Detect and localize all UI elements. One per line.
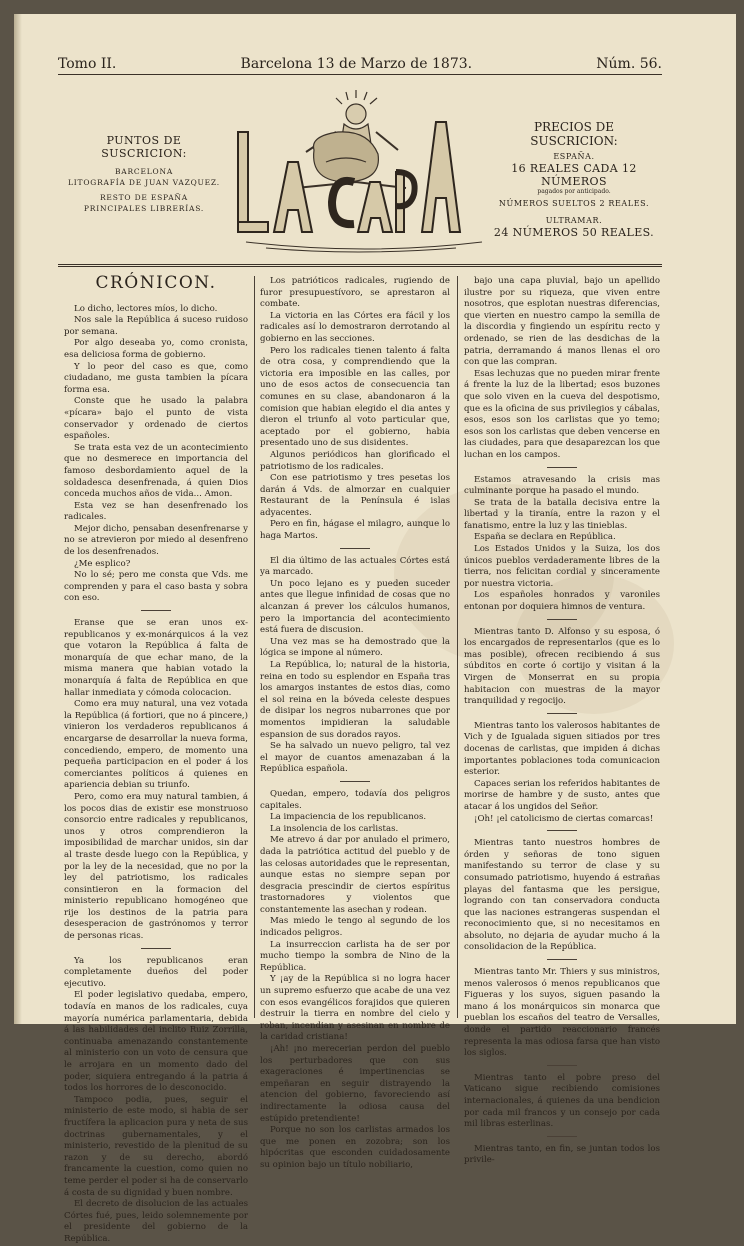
paragraph: Pero en fin, hágase el milagro, aunque lo haga Martos. bbox=[260, 519, 450, 542]
puntos-line: BARCELONA bbox=[114, 167, 174, 176]
puntos-line: LITOGRAFÍA DE JUAN VAZQUEZ. bbox=[68, 178, 220, 187]
precios-title: PRECIOS DE SUSCRICION: bbox=[530, 120, 618, 148]
paragraph: La insurreccion carlista ha de ser por mucho tiempo la sombra de Nino de la República. bbox=[260, 939, 450, 973]
paragraph: Una vez mas se ha demostrado que la lógica se impone al número. bbox=[260, 636, 450, 659]
article-column-2 bbox=[260, 276, 450, 1170]
paragraph: Nos sale la República á suceso ruidoso por semana. bbox=[64, 315, 248, 337]
precios-pagados: pagados por anticipado. bbox=[537, 188, 611, 195]
newspaper-page bbox=[14, 14, 736, 1244]
paragraph: bajo una capa pluvial, bajo un apellido ilustre por su riqueza, que viven entre nosotros, que esplotan nuestras diferencias, que vierten en nuestro campo la semilla de la discordia y fingiendo un espíritu recto y ordenado, se rien de las desdichas de la patria, derramando á manos llenas el oro con que las compran. bbox=[464, 276, 660, 368]
paragraph: Mejor dicho, pensaban desenfrenarse y no se atrevieron por miedo al desenfreno de los desenfrenados. bbox=[64, 523, 248, 558]
paragraph: Esas lechuzas que no pueden mirar frente á frente la luz de la libertad; esos buzones que solo viven en la cueva del despotismo, que es la oficina de sus privilegios y cábalas, esos, esos son los carlistas que yo temo; esos son los carlistas que deben vencerse en las ciudades, para que desaparezcan los que luchan en los campos. bbox=[464, 368, 660, 460]
paragraph: Conste que he usado la palabra «pícara» bajo el punto de vista conservador y ordenado de ciertos españoles. bbox=[64, 396, 248, 442]
paragraph: Algunos periódicos han glorificado el patriotismo de los radicales. bbox=[260, 449, 450, 472]
paragraph: La insolencia de los carlistas. bbox=[270, 823, 399, 834]
section-separator bbox=[141, 948, 171, 949]
paragraph: Mientras tanto Mr. Thiers y sus ministros, menos valerosos ó menos republicanos que Figueras y los suyos, siguen pasando la mano á los monárquicos sin monarca que pueblan los escaños del teatro de Versalles, donde el partido reaccionario francés representa la mas odiosa farsa que han visto los siglos. bbox=[464, 967, 660, 1059]
section-separator bbox=[141, 610, 171, 611]
section-separator bbox=[547, 1065, 577, 1066]
column-divider bbox=[457, 276, 458, 1018]
section-separator bbox=[547, 467, 577, 468]
puntos-de-suscricion bbox=[64, 134, 224, 214]
paragraph: Quedan, empero, todavía dos peligros capitales. bbox=[260, 788, 450, 811]
paragraph: Ya los republicanos eran completamente dueños del poder ejecutivo. bbox=[64, 955, 248, 989]
article-column-1 bbox=[64, 273, 248, 1244]
paragraph: Y lo peor del caso es que, como ciudadano, me gusta tambien la pícara forma esa. bbox=[64, 361, 248, 395]
paragraph: ¿Me esplico? bbox=[74, 558, 131, 569]
paragraph: Pero los radicales tienen talento á falta de otra cosa, y comprendiendo que la victoria era imposible en las calles, por uno de esos actos de consecuencia tan comunes en su clase, abandonaron á la comision que habian elegido el dia antes y dieron el triunfo al voto particular que, aceptado por el gobierno, habia presentado uno de sus disidentes. bbox=[260, 345, 450, 449]
section-separator bbox=[547, 830, 577, 831]
paragraph: Porque no son los carlistas armados los que me ponen en zozobra; son los hipócritas que esconden cuidadosamente su opinion bajo un título nobiliario, bbox=[260, 1125, 450, 1170]
paragraph: Un poco lejano es y pueden suceder antes que llegue infinidad de cosas que no alcanzan á prever los cálculos humanos, pero la importancia del acontecimiento está fuera de discusion. bbox=[260, 578, 450, 636]
precios-ultramar-precio: 24 NÚMEROS 50 REALES. bbox=[493, 226, 655, 239]
puntos-line: RESTO DE ESPAÑA bbox=[99, 193, 189, 202]
paragraph: La victoria en las Córtes era fácil y los radicales así lo demostraron derrotando al gobierno en las secciones. bbox=[260, 310, 450, 344]
paragraph: España se declara en República. bbox=[474, 532, 616, 543]
dateline: Barcelona 13 de Marzo de 1873. bbox=[240, 56, 473, 72]
paragraph: Pero, como era muy natural tambien, á los pocos dias de existir ese monstruoso consorcio entre radicales y republicanos, unos y otros comprendieron la imposibilidad de marchar unidos, sin dar al traste desde luego con la República, y por la ley de la necesidad, que no por la ley del patriotismo, los radicales consintieron en la formacion del ministerio republicano homogéneo que rije los destinos de la patria para desesperacion de gastrónomos y terror de personas ricas. bbox=[64, 791, 248, 942]
column-3-text bbox=[464, 276, 660, 1167]
la-campana-logo bbox=[236, 92, 486, 256]
paragraph: Mientras tanto los valerosos habitantes de Vich y de Igualada siguen sitiados por tres docenas de carlistas, que impiden á dichas importantes poblaciones toda comunicacion esterior. bbox=[464, 720, 660, 778]
paragraph: Estamos atravesando la crisis mas culminante porque ha pasado el mundo. bbox=[464, 474, 660, 497]
paragraph: Los Estados Unidos y la Suiza, los dos únicos pueblos verdaderamente libres de la tierra, nos felicitan cordial y sinceramente por nuestra victoria. bbox=[464, 544, 660, 589]
article-title: CRÓNICON. bbox=[95, 273, 217, 293]
paragraph: Mas miedo le tengo al segundo de los indicados peligros. bbox=[260, 916, 450, 939]
paragraph: Capaces serian los referidos habitantes de morirse de hambre y de susto, antes que atacar á los ungidos del Señor. bbox=[464, 778, 660, 812]
masthead-info-bar bbox=[58, 54, 662, 74]
paragraph: Mientras tanto el pobre preso del Vaticano sigue recibiendo comisiones internacionales, á quienes da una bendicion por cada mil francos y un consejo por cada mil libras esterlinas. bbox=[464, 1072, 660, 1130]
precios-sueltos: NÚMEROS SUELTOS 2 REALES. bbox=[498, 199, 650, 208]
paragraph: ¡Ah! ¡no merecerian perdon del pueblo los perturbadores que con sus exageraciones é impertinencias se empeñaran en seguir distrayendo la atencion del gobierno, favoreciendo así indirectamente la odiosa causa del estúpido pretendiente! bbox=[260, 1044, 450, 1124]
paragraph: Los patrióticos radicales, rugiendo de furor presupuestívoro, se aprestaron al combate. bbox=[260, 276, 450, 310]
precios-cada: 16 REALES CADA 12 NÚMEROS bbox=[511, 162, 637, 188]
paragraph: Por algo deseaba yo, como cronista, esa deliciosa forma de gobierno. bbox=[64, 338, 248, 360]
paragraph: La República, lo; natural de la historia, reina en todo su esplendor en España tras los amargos instantes de estos dias, como el sol reina en la bóveda celeste despues de disipar los negros nubarrones que por momentos impidieran la saludable espansion de sus dorados rayos. bbox=[260, 660, 450, 740]
section-separator bbox=[547, 619, 577, 620]
paragraph: Se ha salvado un nuevo peligro, tal vez el mayor de cuantos amenazaban á la República española. bbox=[260, 741, 450, 775]
puntos-line: PRINCIPALES LIBRERÍAS. bbox=[83, 204, 205, 213]
header-double-rule bbox=[58, 264, 662, 267]
issue-number: Núm. 56. bbox=[596, 56, 662, 72]
paragraph: Mientras tanto nuestros hombres de órden y señoras de tono siguen manifestando su terror de clase y su consumado patriotismo, huyendo á estrañas playas del fantasma que les persigue, logrando con tan conservadora conducta que las naciones estrangeras suspendan el reconocimiento que, si no necesitamos en absoluto, no dejaria de ayudar mucho á la consolidacion de la República. bbox=[464, 838, 660, 953]
paragraph: Esta vez se han desenfrenado los radicales. bbox=[64, 500, 248, 523]
paragraph: No lo sé; pero me consta que Vds. me comprenden y para el caso basta y sobra con eso. bbox=[64, 570, 248, 604]
puntos-title: PUNTOS DE SUSCRICION: bbox=[101, 134, 187, 160]
section-separator bbox=[547, 959, 577, 960]
section-separator bbox=[340, 548, 370, 549]
precios-ultramar: ULTRAMAR. bbox=[545, 216, 603, 225]
paragraph: Eranse que se eran unos ex-republicanos y ex-monárquicos á la vez que votaron la República á falta de monarquía de que echar mano, de la misma manera que habian votado la monarquía á falta de República en que hallar inmediata y cómoda colocacion. bbox=[64, 618, 248, 698]
column-1-text bbox=[64, 304, 248, 1246]
section-separator bbox=[547, 713, 577, 714]
column-2-text bbox=[260, 276, 450, 1172]
section-separator bbox=[340, 781, 370, 782]
paragraph: Mientras tanto D. Alfonso y su esposa, ó los encargados de representarlos (que es lo mas posible), ofrecen recibiendo á sus súbditos en corte ó cortijo y visitan á la Virgen de Monserrat en su propia habitacion con muestras de la mayor tranquilidad y regocijo. bbox=[464, 626, 660, 707]
masthead-rule bbox=[58, 74, 662, 75]
paragraph: Se trata esta vez de un acontecimiento que no desmerece en importancia del famoso desbordamiento aquel de la soldadesca desenfrenada, á quien Dios conceda muchos años de vida... Amon. bbox=[64, 442, 248, 500]
paragraph: El poder legislativo quedaba, empero, todavía en manos de los radicales, cuya mayoría numérica parlamentaria, debida á las habilidades del inclito Ruiz Zorrilla, continuaba amenazando constantemente al ministerio con un voto de censura que le arrojara en un momento dado del poder, siquiera entregando á la patria á todos los horrores de lo desconocido. bbox=[64, 990, 248, 1094]
paragraph: ¡Oh! ¡el catolicismo de ciertas comarcas! bbox=[474, 813, 654, 824]
paragraph: Con ese patriotismo y tres pesetas los darán á Vds. de almorzar en cualquier Restaurant de la Península é islas adyacentes. bbox=[260, 473, 450, 518]
paragraph: La impaciencia de los republicanos. bbox=[270, 812, 427, 823]
paragraph: Se trata de la batalla decisiva entre la libertad y la tiranía, entre la razon y el fanatismo, entre la luz y las tinieblas. bbox=[464, 497, 660, 531]
article-column-3 bbox=[464, 276, 660, 1166]
paragraph: El dia último de las actuales Córtes está ya marcado. bbox=[260, 555, 450, 578]
section-separator bbox=[547, 1136, 577, 1137]
paragraph: Y ¡ay de la República si no logra hacer un supremo esfuerzo que acabe de una vez con esos evangélicos forajidos que quieren destruir la tierra en nombre del cielo y roban, incendian y asesinan en nombre de la caridad cristiana! bbox=[260, 974, 450, 1043]
paragraph: Tampoco podia, pues, seguir el ministerio de este modo, si habia de ser fructífera la aplicacion pura y neta de sus doctrinas gubernamentales, y el ministerio, revestido de la plenitud de su razon y de su derecho, abordó francamente la cuestion, como quien no teme perder el poder si ha de conservarlo á costa de su dignidad y buen nombre. bbox=[64, 1094, 248, 1198]
paragraph: Los españoles honrados y varoniles entonan por doquiera himnos de ventura. bbox=[464, 590, 660, 613]
tomo-label: Tomo II. bbox=[58, 56, 117, 72]
precios-de-suscricion bbox=[490, 120, 658, 239]
paragraph: Me atrevo á dar por anulado el primero, dada la patriótica actitud del pueblo y de las celosas autoridades que le representan, aunque estas no siempre sepan por desgracia prescindir de ciertos espíritus trastornadores y violentos que constantemente las asechan y rodean. bbox=[260, 835, 450, 915]
paragraph: El decreto de disolucion de las actuales Córtes fué, pues, leido solemnemente por el presidente del gobierno de la República. bbox=[64, 1199, 248, 1244]
paragraph: Mientras tanto, en fin, se juntan todos los privile- bbox=[464, 1143, 660, 1166]
paragraph: Como era muy natural, una vez votada la República (á fortiori, que no á pincere,) vinieron los verdaderos republicanos á encargarse de desarrollar la nueva forma, concediendo, empero, de momento una pequeña participacion en el poder á los comerciantes políticos á quienes en apariencia debian su triunfo. bbox=[64, 699, 248, 791]
paragraph: Lo dicho, lectores míos, lo dicho. bbox=[74, 303, 218, 314]
precios-espana: ESPAÑA. bbox=[553, 152, 595, 161]
column-divider bbox=[254, 276, 255, 1018]
